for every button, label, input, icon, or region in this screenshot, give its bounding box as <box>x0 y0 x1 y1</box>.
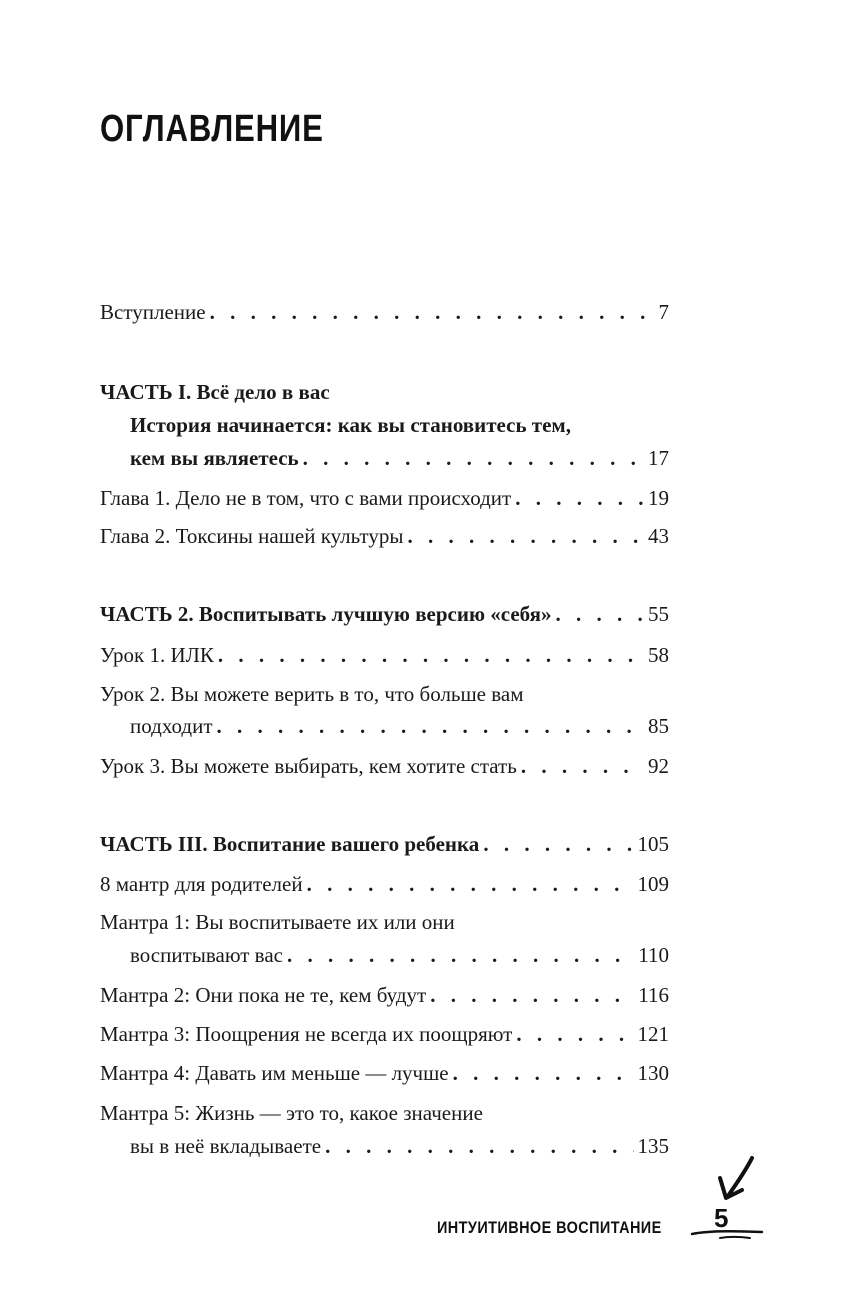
dot-leader <box>218 641 644 669</box>
toc-entry-label: воспитывают вас <box>130 943 283 967</box>
dot-leader <box>556 600 645 628</box>
dot-leader <box>521 752 644 780</box>
toc-entry-label: 8 мантр для родителей <box>100 872 303 896</box>
toc-page-number: 92 <box>648 754 669 778</box>
toc-entry-label: Глава 1. Дело не в том, что с вами происходит <box>100 486 512 510</box>
toc-entry-label: ЧАСТЬ 2. Воспитывать лучшую версию «себя» <box>100 602 552 626</box>
toc-page-number: 17 <box>648 446 669 470</box>
toc-entry-mantra-1[interactable] <box>130 941 669 969</box>
page-title: ОГЛАВЛЕНИЕ <box>100 108 324 150</box>
toc-entry-label: ЧАСТЬ III. Воспитание вашего ребенка <box>100 832 480 856</box>
toc-entry-label: Мантра 4: Давать им меньше — лучше <box>100 1061 449 1085</box>
toc-page-number: 58 <box>648 643 669 667</box>
toc-page-number: 55 <box>648 602 669 626</box>
toc-page-number: 116 <box>638 983 669 1007</box>
dot-leader <box>407 522 644 550</box>
toc-entry-part-3[interactable] <box>100 830 669 858</box>
toc-page-number: 110 <box>638 943 669 967</box>
toc-entry-intro[interactable] <box>100 298 669 326</box>
lesson-2-line-1: Урок 2. Вы можете верить в то, что больше вам <box>100 682 524 706</box>
toc-entry-label: Урок 3. Вы можете выбирать, кем хотите стать <box>100 754 517 778</box>
toc-page-number: 105 <box>637 832 669 856</box>
toc-page-number: 85 <box>648 714 669 738</box>
toc-entry-label: подходит <box>130 714 213 738</box>
part-1-subtitle-line-1: История начинается: как вы становитесь тем, <box>130 413 571 437</box>
dot-leader <box>307 870 634 898</box>
toc-entry-mantra-2[interactable] <box>100 981 669 1009</box>
toc-entry-part-1-subtitle[interactable] <box>130 444 669 472</box>
toc-entry-label: Вступление <box>100 300 206 324</box>
toc-entry-lesson-3[interactable] <box>100 752 669 780</box>
dot-leader <box>516 1020 633 1048</box>
toc-entry-label: Мантра 3: Поощрения не всегда их поощряют <box>100 1022 513 1046</box>
toc-page-number: 121 <box>637 1022 669 1046</box>
dot-leader <box>287 941 634 969</box>
running-title: ИНТУИТИВНОЕ ВОСПИТАНИЕ <box>437 1218 662 1237</box>
toc-page-number: 7 <box>658 300 669 324</box>
hand-drawn-arrow-icon <box>690 1150 770 1250</box>
page-number: 5 <box>714 1203 729 1233</box>
part-1-heading[interactable]: ЧАСТЬ I. Всё дело в вас <box>100 380 330 404</box>
toc-entry-chapter-2[interactable] <box>100 522 669 550</box>
toc-page-number: 19 <box>648 486 669 510</box>
dot-leader <box>325 1132 633 1160</box>
toc-page-number: 130 <box>637 1061 669 1085</box>
toc-entry-mantra-5[interactable] <box>130 1132 669 1160</box>
mantra-5-line-1: Мантра 5: Жизнь — это то, какое значение <box>100 1101 483 1125</box>
dot-leader <box>303 444 644 472</box>
toc-page-number: 109 <box>637 872 669 896</box>
toc-entry-mantra-4[interactable] <box>100 1059 669 1087</box>
toc-entry-chapter-1[interactable] <box>100 484 669 512</box>
toc-entry-label: Глава 2. Токсины нашей культуры <box>100 524 404 548</box>
toc-entry-lesson-1[interactable] <box>100 641 669 669</box>
toc-entry-8-mantras[interactable] <box>100 870 669 898</box>
toc-page-number: 43 <box>648 524 669 548</box>
toc-entry-label: Мантра 2: Они пока не те, кем будут <box>100 983 427 1007</box>
dot-leader <box>430 981 634 1009</box>
toc-entry-mantra-3[interactable] <box>100 1020 669 1048</box>
dot-leader <box>210 298 655 326</box>
toc-entry-part-2[interactable] <box>100 600 669 628</box>
toc-entry-label: кем вы являетесь <box>130 446 299 470</box>
dot-leader <box>515 484 644 512</box>
dot-leader <box>217 712 644 740</box>
dot-leader <box>483 830 633 858</box>
toc-entry-label: Урок 1. ИЛК <box>100 643 214 667</box>
toc-entry-label: вы в неё вкладываете <box>130 1134 322 1158</box>
dot-leader <box>453 1059 634 1087</box>
toc-entry-lesson-2[interactable] <box>130 712 669 740</box>
mantra-1-line-1: Мантра 1: Вы воспитываете их или они <box>100 910 455 934</box>
toc-page-number: 135 <box>637 1134 669 1158</box>
